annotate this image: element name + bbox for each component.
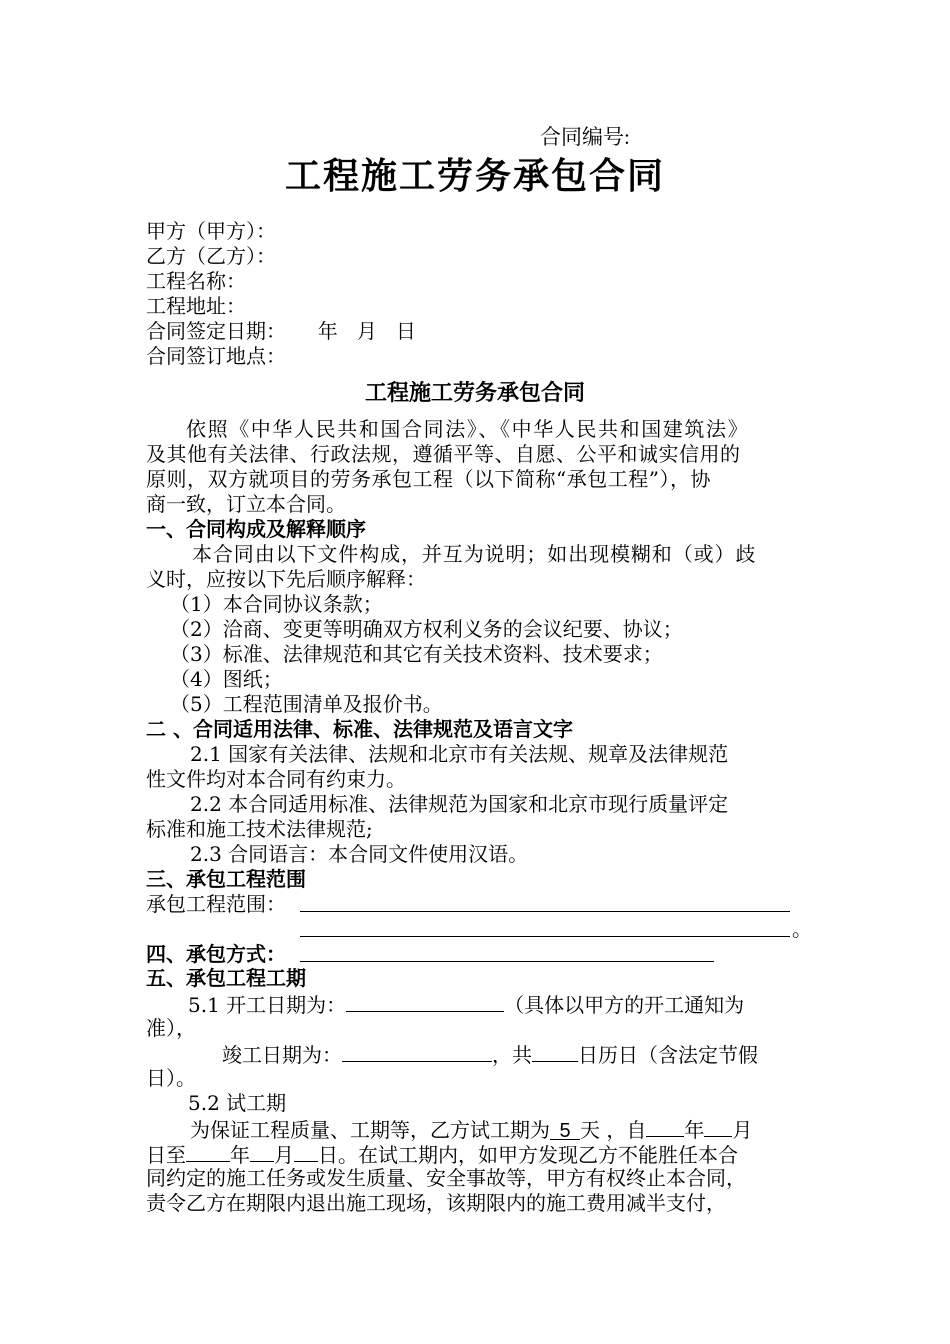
signing-place-line: 合同签订地点： (146, 344, 286, 368)
start-date-label: 5.1 开工日期为： (188, 993, 347, 1017)
section1-heading: 一、合同构成及解释顺序 (146, 517, 366, 541)
start-date-note-cont: 准）， (146, 1016, 196, 1040)
list-item: （2）洽商、变更等明确双方权利义务的会议纪要、协议； (170, 617, 683, 641)
section4-heading: 四、承包方式： (146, 942, 286, 966)
scope-blank (300, 911, 790, 912)
scope-blank (300, 936, 790, 937)
trial-line: 同约定的施工任务或发生质量、安全事故等，甲方有权终止本合同， (146, 1166, 746, 1190)
trial-text: 年 (684, 1118, 705, 1142)
section5-heading: 五、承包工程工期 (146, 966, 306, 990)
section1-intro: 本合同由以下文件构成，并互为说明；如出现模糊和（或）歧 (192, 542, 757, 566)
clause-2-2: 2.2 本合同适用标准、法律规范为国家和北京市现行质量评定 (190, 792, 729, 816)
clause-2-1: 性文件均对本合同有约束力。 (146, 767, 406, 791)
blank (186, 1141, 230, 1162)
list-item: （4）图纸； (170, 667, 283, 691)
trial-days-value: 5 (550, 1119, 580, 1140)
scope-label: 承包工程范围： (146, 892, 286, 916)
project-name-line: 工程名称： (146, 269, 246, 293)
trial-heading: 5.2 试工期 (188, 1091, 287, 1115)
list-item: （5）工程范围清单及报价书。 (170, 692, 443, 716)
blank (294, 1141, 318, 1162)
section3-heading: 三、承包工程范围 (146, 867, 306, 891)
trial-text: 月 (732, 1118, 753, 1142)
clause-2-1: 2.1 国家有关法律、法规和北京市有关法规、规章及法律规范 (190, 742, 729, 766)
trial-text: 年 (230, 1143, 250, 1167)
trial-text: 日至 (146, 1143, 186, 1167)
project-address-line: 工程地址： (146, 294, 246, 318)
preamble-line: 依照《中华人民共和国合同法》、《中华人民共和国建筑法》 (186, 417, 750, 441)
end-date-tail: 日历日（含法定节假 (578, 1043, 758, 1067)
preamble-line: 商一致，订立本合同。 (146, 492, 346, 516)
list-item: （1）本合同协议条款； (170, 592, 383, 616)
contract-number-label: 合同编号: (540, 125, 630, 149)
contract-mode-blank (300, 961, 714, 962)
start-date-note: （具体以甲方的开工通知为 (504, 993, 745, 1017)
clause-2-2: 标准和施工技术法律规范; (146, 817, 373, 841)
end-date-blank (342, 1041, 492, 1062)
trial-text: 日。在试工期内，如甲方发现乙方不能胜任本合 (318, 1143, 738, 1167)
document-title: 工程施工劳务承包合同 (284, 155, 665, 197)
end-date-mid: ，共 (492, 1043, 532, 1067)
trial-text: 天 ，自 (580, 1118, 647, 1142)
end-date-label: 竣工日期为： (222, 1043, 342, 1067)
trial-line (190, 1116, 752, 1142)
start-date-blank (346, 991, 504, 1012)
preamble-line: 及其他有关法律、行政法规，遵循平等、自愿、公平和诚实信用的 (146, 442, 741, 466)
section-subtitle: 工程施工劳务承包合同 (364, 380, 585, 406)
party-a-line: 甲方（甲方）： (146, 219, 276, 243)
section2-heading: 二 、合同适用法律、标准、法律规范及语言文字 (146, 717, 573, 741)
blank (646, 1116, 684, 1137)
start-date-line (188, 991, 744, 1017)
total-days-blank (532, 1041, 578, 1062)
scope-end-mark: 。 (792, 917, 812, 941)
trial-text: 月 (274, 1143, 294, 1167)
preamble-line: 原则，双方就项目的劳务承包工程（以下简称“承包工程”），协 (146, 467, 711, 491)
end-date-line (222, 1041, 758, 1067)
trial-line (146, 1141, 738, 1167)
signing-date-line: 合同签定日期： 年 月 日 (146, 319, 416, 343)
list-item: （3）标准、法律规范和其它有关技术资料、技术要求； (170, 642, 663, 666)
blank (250, 1141, 274, 1162)
trial-line: 责令乙方在期限内退出施工现场，该期限内的施工费用减半支付， (146, 1191, 726, 1215)
section1-intro: 义时，应按以下先后顺序解释： (146, 567, 426, 591)
blank (704, 1116, 732, 1137)
trial-text: 为保证工程质量、工期等，乙方试工期为 (190, 1118, 550, 1142)
party-b-line: 乙方（乙方）： (146, 244, 276, 268)
end-date-tail-cont: 日）。 (146, 1066, 196, 1090)
clause-2-3: 2.3 合同语言：本合同文件使用汉语。 (190, 842, 529, 866)
